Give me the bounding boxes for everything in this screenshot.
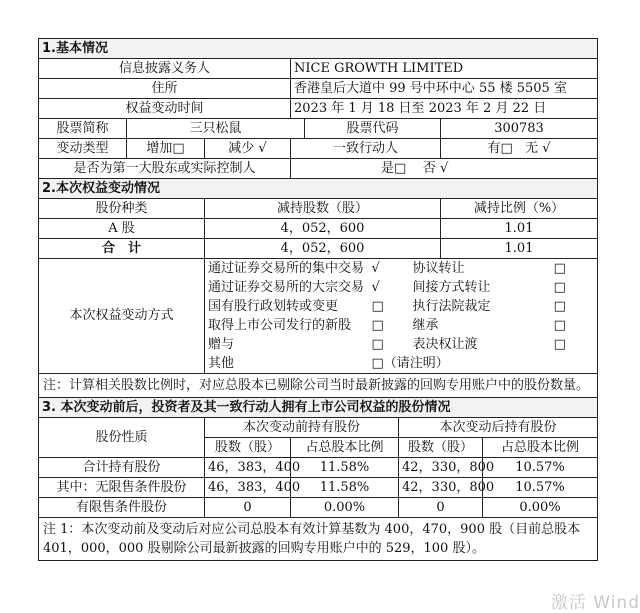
method-left-mark-4: □ [371, 317, 384, 333]
controller-options [291, 159, 598, 179]
after-shares-header: 股数（股） [399, 438, 483, 458]
method-left-mark-5: □ [371, 336, 384, 352]
row-unrestricted: 其中：无限售条件股份 [39, 478, 205, 498]
total-before-shares: 46，383，400 [205, 458, 291, 478]
watermark: 激活 Wind [550, 593, 640, 613]
reduced-shares-a: 4，052，600 [205, 219, 441, 239]
before-change-label: 本次变动前持有股份 [205, 418, 399, 438]
concert-yes: 有□ [487, 140, 513, 156]
reduced-ratio-a: 1.01 [441, 219, 598, 239]
unrestricted-before-ratio: 11.58% [291, 478, 399, 498]
restricted-before-ratio: 0.00% [291, 498, 399, 518]
section1-title: 1.基本情况 [39, 39, 598, 59]
header-share-type: 股份种类 [39, 199, 205, 219]
concert-label: 一致行动人 [291, 139, 441, 159]
change-type-label: 变动类型 [39, 139, 127, 159]
method-left-1: 通过证券交易所的集中交易 [205, 259, 369, 279]
method-left-5: 赠与 [205, 335, 369, 354]
share-type-a: A 股 [39, 219, 205, 239]
header-reduced-ratio: 减持比例（%） [441, 199, 598, 219]
restricted-after-shares: 0 [399, 498, 483, 518]
method-right-5: 表决权让渡 [412, 336, 478, 352]
method-right-mark-2: □ [523, 278, 598, 297]
section3-note: 注 1：本次变动前及变动后对应公司总股本有效计算基数为 400，470，900 股（目前总股本 401，000，000 股剔除公司最新披露的回购专用账户中的 529，100 股）。 [39, 518, 598, 561]
method-right-3: 执行法院裁定 [412, 298, 491, 314]
stock-code-label: 股票代码 [305, 119, 441, 139]
method-right-2: 间接方式转让 [412, 279, 491, 295]
row-restricted: 有限售条件股份 [39, 498, 205, 518]
unrestricted-before-shares: 46，383，400 [205, 478, 291, 498]
before-shares-header: 股数（股） [205, 438, 291, 458]
total-after-shares: 42，330，800 [399, 458, 483, 478]
method-left-mark-2: √ [371, 279, 380, 295]
reduced-ratio-total: 1.01 [441, 239, 598, 259]
disclosure-table [38, 38, 598, 561]
address-value: 香港皇后大道中 99 号中环中心 55 楼 5505 室 [291, 79, 598, 99]
reduced-shares-total: 4，052，600 [205, 239, 441, 259]
change-type-increase: 增加□ [127, 139, 205, 159]
discloser-label: 信息披露义务人 [39, 59, 291, 79]
method-right-mark-4: □ [523, 316, 598, 335]
method-right-6 [483, 354, 598, 374]
concert-options [441, 139, 598, 159]
total-label: 合 计 [39, 239, 205, 259]
controller-label: 是否为第一大股东或实际控制人 [39, 159, 291, 179]
change-time-label: 权益变动时间 [39, 99, 291, 119]
method-right-4: 继承 [412, 317, 439, 333]
change-time-value: 2023 年 1 月 18 日至 2023 年 2 月 22 日 [291, 99, 598, 119]
section3-title: 3. 本次变动前后，投资者及其一致行动人拥有上市公司权益的股份情况 [39, 398, 598, 418]
total-before-ratio: 11.58% [291, 458, 399, 478]
unrestricted-after-ratio: 10.57% [483, 478, 598, 498]
method-left-mark-3: □ [371, 298, 384, 314]
controller-no: 否 √ [422, 160, 449, 176]
concert-no: 无 √ [525, 140, 551, 156]
method-right-1: 协议转让 [399, 259, 523, 279]
method-left-4: 取得上市公司发行的新股 [205, 316, 369, 335]
stock-abbr-label: 股票简称 [39, 119, 127, 139]
discloser-value: NICE GROWTH LIMITED [291, 59, 598, 79]
method-left-2: 通过证券交易所的大宗交易 [205, 278, 369, 297]
method-left-6: 其他 [205, 354, 369, 374]
total-after-ratio: 10.57% [483, 458, 598, 478]
method-right-mark-3: □ [523, 297, 598, 316]
unrestricted-after-shares: 42，330，800 [399, 478, 483, 498]
method-label: 本次权益变动方式 [39, 259, 205, 374]
section2-title: 2.本次权益变动情况 [39, 179, 598, 199]
method-left-mark-1: √ [369, 259, 399, 279]
controller-yes: 是□ [381, 160, 407, 176]
address-label: 住所 [39, 79, 291, 99]
restricted-after-ratio: 0.00% [483, 498, 598, 518]
disclosure-document [38, 38, 597, 561]
method-right-mark-1: □ [523, 259, 598, 279]
share-nature-label: 股份性质 [39, 418, 205, 458]
method-left-mark-6: □（请注明） [369, 354, 483, 374]
stock-abbr-value: 三只松鼠 [127, 119, 305, 139]
row-total-holding: 合计持有股份 [39, 458, 205, 478]
method-left-3: 国有股行政划转或变更 [205, 297, 369, 316]
header-reduced-shares: 减持股数（股） [205, 199, 441, 219]
before-ratio-header: 占总股本比例 [291, 438, 399, 458]
after-ratio-header: 占总股本比例 [483, 438, 598, 458]
change-type-decrease: 减少 √ [205, 139, 291, 159]
restricted-before-shares: 0 [205, 498, 291, 518]
stock-code-value: 300783 [441, 119, 598, 139]
section2-note: 注：计算相关股数比例时，对应总股本已剔除公司当时最新披露的回购专用账户中的股份数量。 [39, 374, 598, 398]
method-right-mark-5: □ [523, 335, 598, 354]
after-change-label: 本次变动后持有股份 [399, 418, 598, 438]
